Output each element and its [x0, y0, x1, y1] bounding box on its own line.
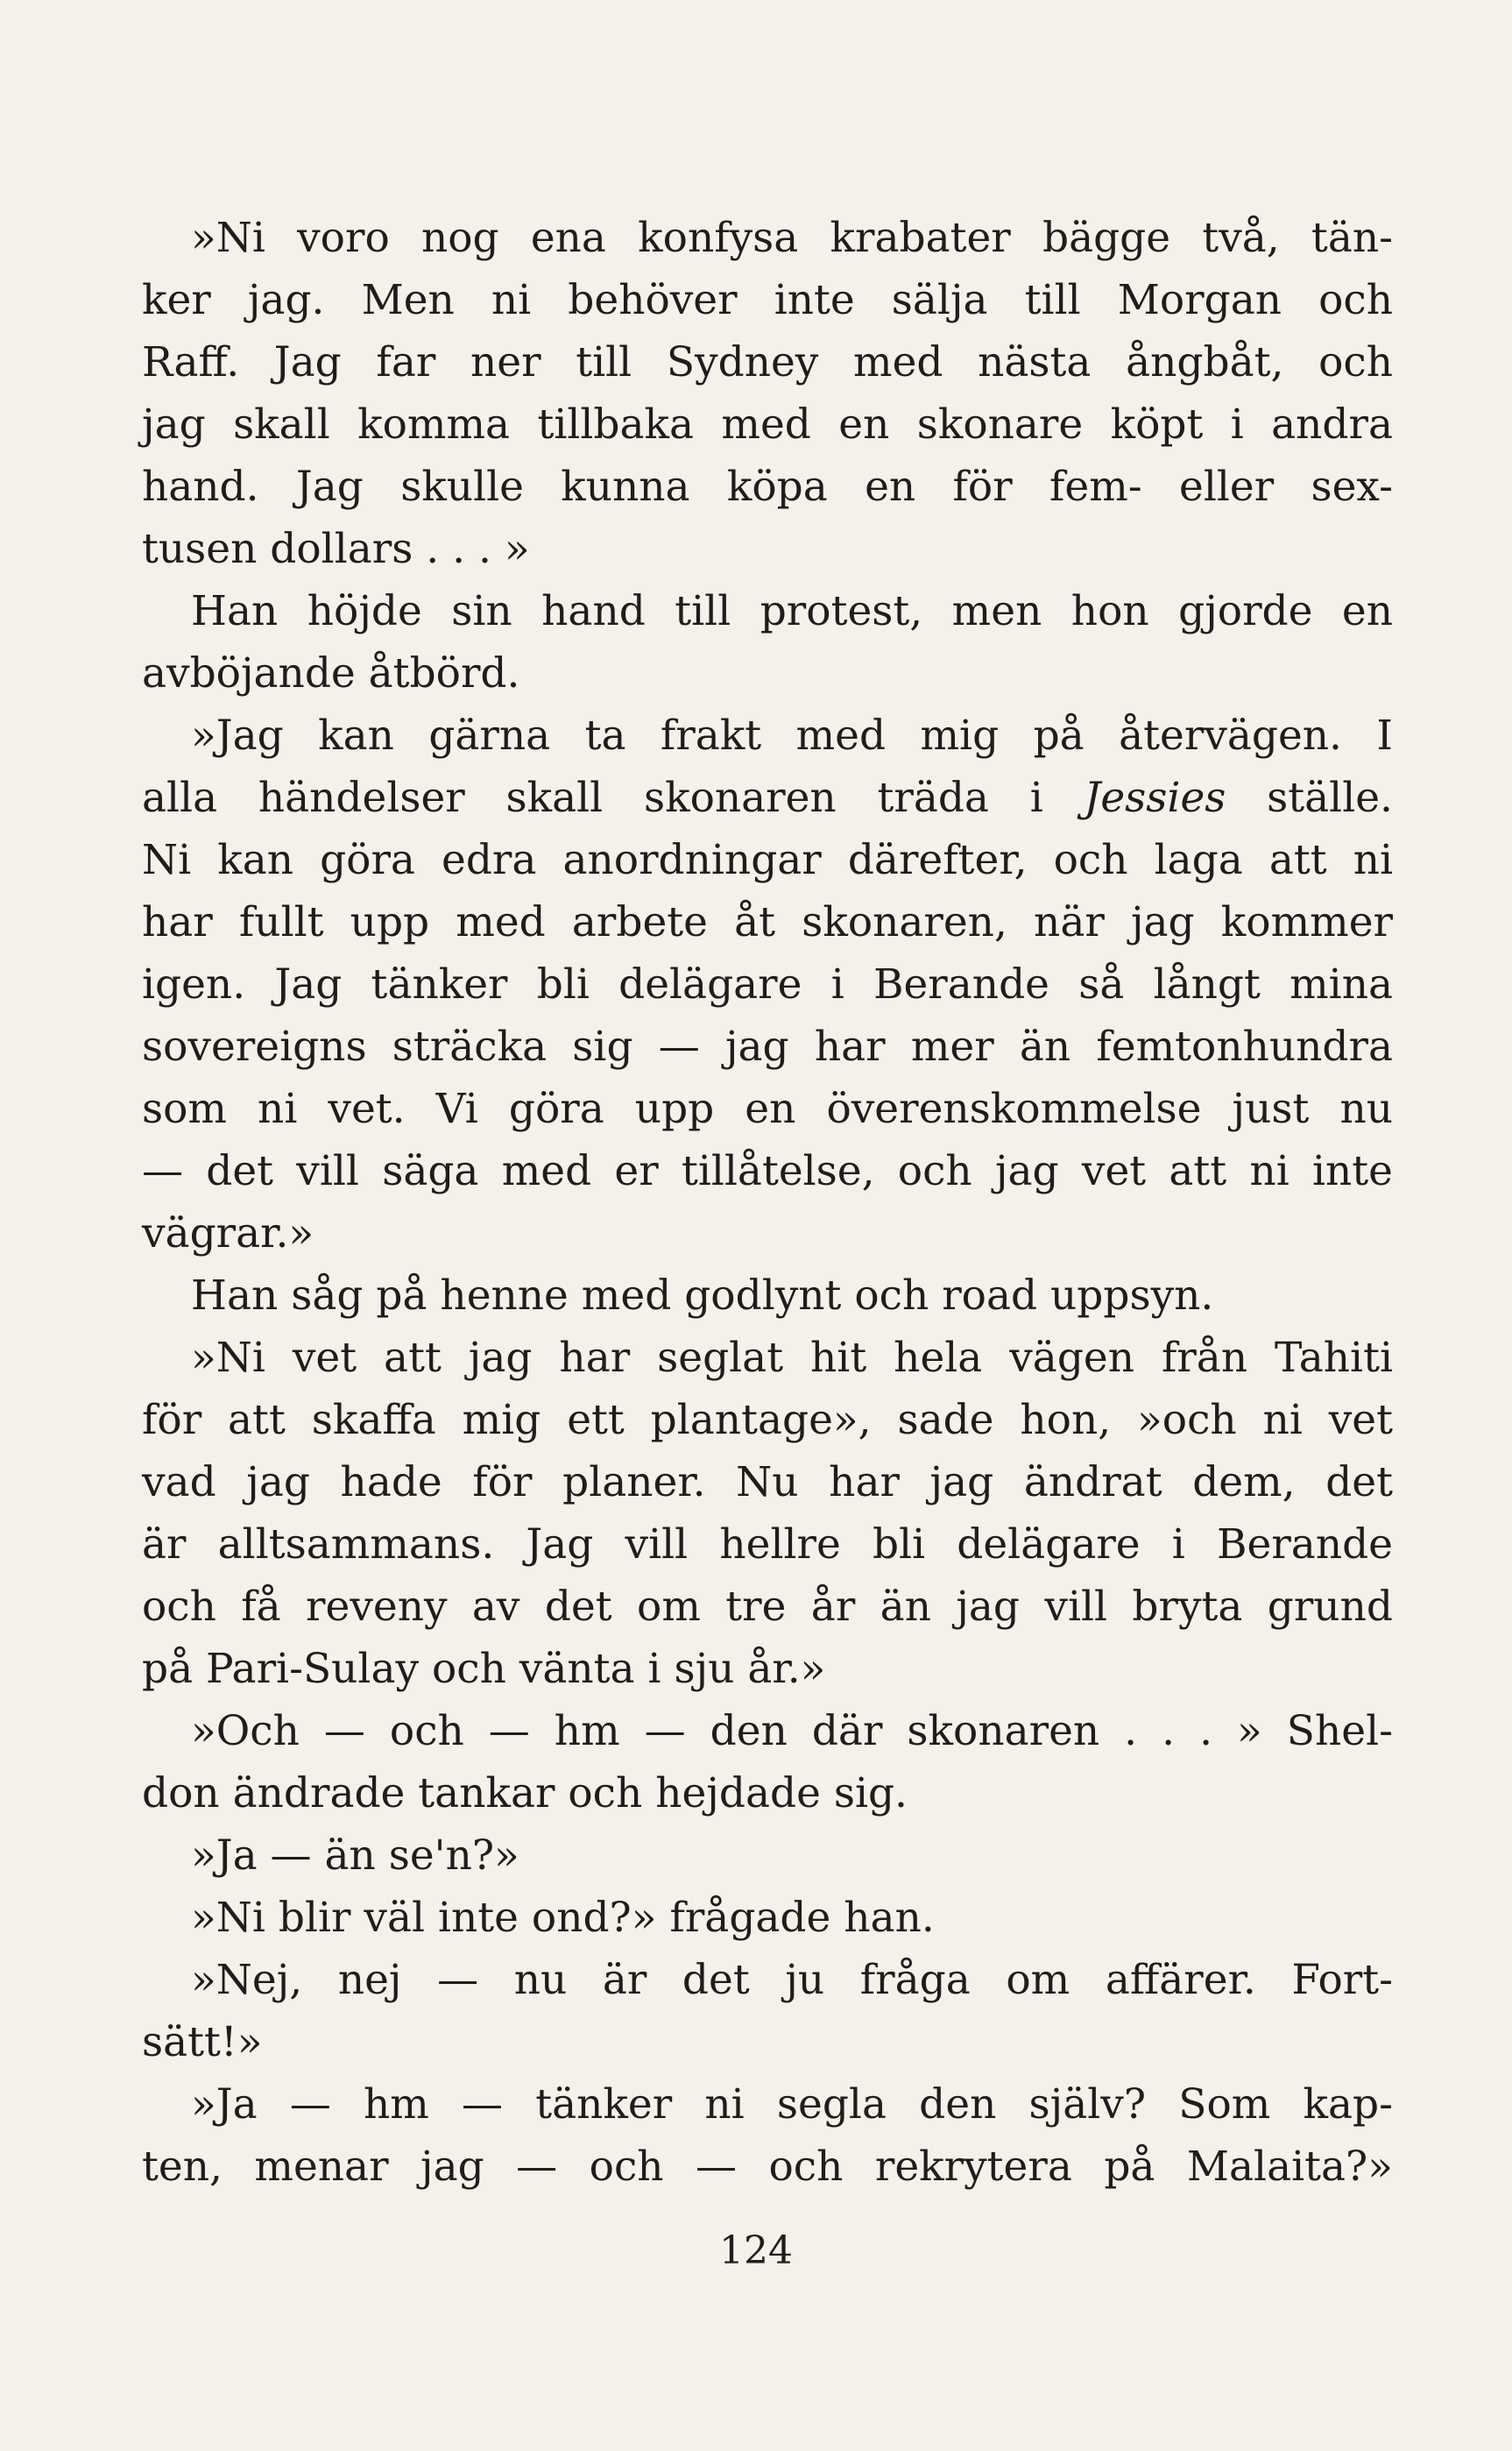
text-line: jag skall komma tillbaka med en skonare köpt i andra [142, 400, 1393, 449]
text-line: är alltsammans. Jag vill hellre bli delägare i Berande [142, 1520, 1393, 1569]
text-line: ker jag. Men ni behöver inte sälja till Morgan och [142, 276, 1393, 324]
text-line: Han såg på henne med godlynt och road uppsyn. [191, 1272, 1214, 1320]
text-line: »Ni voro nog ena konfysa krabater bägge två, tän- [191, 214, 1393, 262]
text-line: hand. Jag skulle kunna köpa en för fem- eller sex- [142, 463, 1393, 511]
text-line: alla händelser skall skonaren träda i Jessies ställe. [142, 774, 1393, 822]
text-line: »Ja — än se'n?» [191, 1831, 519, 1880]
page-number: 124 [719, 2228, 793, 2273]
text-line: Raff. Jag far ner till Sydney med nästa ångbåt, och [142, 338, 1393, 386]
text-line: sätt!» [142, 2018, 263, 2066]
text-line: »Jag kan gärna ta frakt med mig på återvägen. I [191, 712, 1393, 760]
text-line: »Ja — hm — tänker ni segla den själv? Som kap- [191, 2080, 1393, 2129]
text-line: vägrar.» [142, 1209, 314, 1257]
text-line: avböjande åtbörd. [142, 649, 520, 698]
text-line: »Ni blir väl inte ond?» frågade han. [191, 1894, 935, 1942]
text-line: och få reveny av det om tre år än jag vill bryta grund [142, 1583, 1393, 1631]
text-line: sovereigns sträcka sig — jag har mer än femtonhundra [142, 1023, 1393, 1071]
text-line: vad jag hade för planer. Nu har jag ändrat dem, det [142, 1458, 1393, 1506]
text-line: igen. Jag tänker bli delägare i Berande så långt mina [142, 960, 1393, 1009]
text-line: för att skaffa mig ett plantage», sade hon, »och ni vet [142, 1396, 1393, 1444]
text-line: — det vill säga med er tillåtelse, och jag vet att ni inte [142, 1147, 1393, 1195]
text-line: på Pari-Sulay och vänta i sju år.» [142, 1645, 826, 1693]
text-line: Han höjde sin hand till protest, men hon gjorde en [191, 587, 1393, 635]
text-line: har fullt upp med arbete åt skonaren, när jag kommer [142, 898, 1393, 946]
text-line: som ni vet. Vi göra upp en överenskommelse just nu [142, 1085, 1393, 1133]
text-line: Ni kan göra edra anordningar därefter, och laga att ni [142, 836, 1393, 884]
text-line: »Ni vet att jag har seglat hit hela vägen från Tahiti [191, 1334, 1393, 1382]
text-line: ten, menar jag — och — och rekrytera på Malaita?» [142, 2143, 1393, 2191]
text-line: don ändrade tankar och hejdade sig. [142, 1769, 908, 1817]
text-line: tusen dollars . . . » [142, 525, 530, 573]
italic-ship-name: Jessies [1084, 774, 1226, 822]
text-line: »Och — och — hm — den där skonaren . . . » Shel- [191, 1707, 1393, 1755]
text-line: »Nej, nej — nu är det ju fråga om affärer. Fort- [191, 1956, 1393, 2004]
